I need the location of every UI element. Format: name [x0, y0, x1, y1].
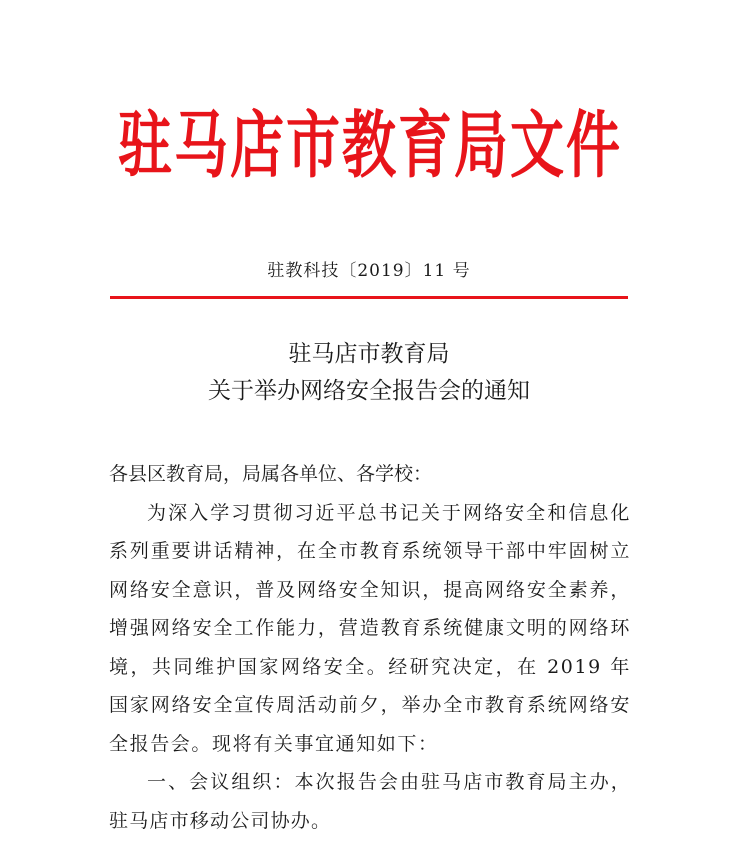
- body-paragraph: 为深入学习贯彻习近平总书记关于网络安全和信息化系列重要讲话精神，在全市教育系统领导干部中牢固树立网络安全意识，普及网络安全知识，提高网络安全素养，增强网络安全工作能力，营造教育系统健康文明的网络环境，共同维护国家网络安全。经研究决定，在 2019 年国家网络安全宣传周活动前夕，举办全市教育系统网络安全报告会。现将有关事宜通知如下：: [109, 501, 631, 755]
- title-line-2: 关于举办网络安全报告会的通知: [208, 378, 530, 404]
- red-separator-line: [110, 296, 628, 299]
- title-line-1: 驻马店市教育局: [288, 341, 450, 367]
- salutation: 各县区教育局，局属各单位、各学校：: [109, 463, 433, 485]
- body-paragraph: 一、会议组织：本次报告会由驻马店市教育局主办，驻马店市移动公司协办。: [109, 771, 631, 832]
- issuer-letterhead: 驻马店市教育局文件: [118, 102, 622, 188]
- notice-body: [109, 455, 631, 840]
- document-number: 驻教科技〔2019〕11 号: [267, 261, 471, 281]
- notice-title: [0, 336, 738, 410]
